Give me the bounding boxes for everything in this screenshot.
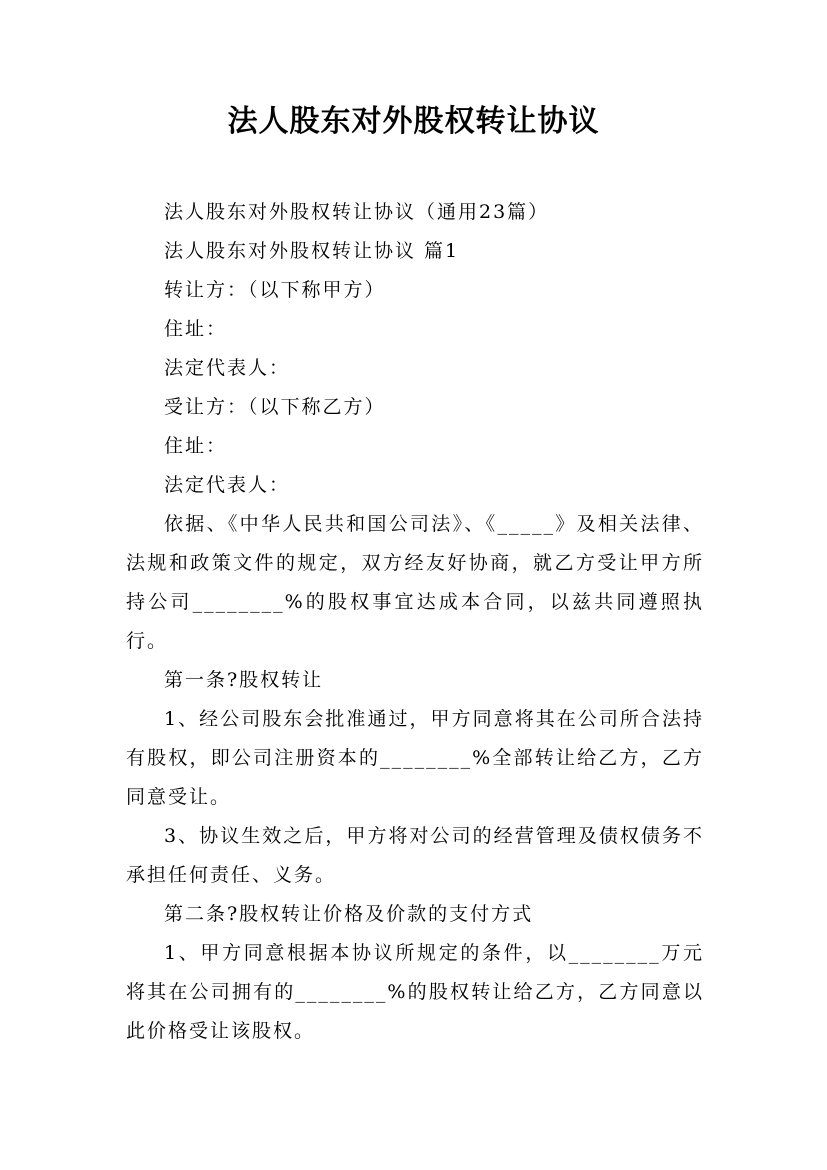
document-body bbox=[126, 193, 704, 1051]
paragraph-article-1-clause-1: 1、经公司股东会批准通过，甲方同意将其在公司所合法持有股权，即公司注册资本的________%全部转让给乙方，乙方同意受让。 bbox=[126, 708, 704, 808]
paragraph-transferee-address: 住址： bbox=[164, 435, 228, 457]
paragraph-subtitle: 法人股东对外股权转让协议（通用23篇） bbox=[164, 201, 550, 223]
paragraph-article-2-clause-1: 1、甲方同意根据本协议所规定的条件，以________万元将其在公司拥有的________%的股权转让给乙方，乙方同意以此价格受让该股权。 bbox=[126, 942, 704, 1042]
paragraph-transferee-representative: 法定代表人： bbox=[164, 474, 291, 496]
paragraph-article-1-heading: 第一条?股权转让 bbox=[164, 669, 324, 691]
paragraph-transferor-address: 住址： bbox=[164, 318, 228, 340]
paragraph-transferor: 转让方：（以下称甲方） bbox=[164, 279, 386, 301]
paragraph-section-heading: 法人股东对外股权转让协议 篇1 bbox=[164, 240, 460, 262]
paragraph-transferee: 受让方：（以下称乙方） bbox=[164, 396, 386, 418]
paragraph-article-2-heading: 第二条?股权转让价格及价款的支付方式 bbox=[164, 903, 534, 925]
document-title: 法人股东对外股权转让协议 bbox=[227, 104, 600, 139]
paragraph-article-1-clause-3: 3、协议生效之后，甲方将对公司的经营管理及债权债务不承担任何责任、义务。 bbox=[126, 825, 704, 886]
paragraph-transferor-representative: 法定代表人： bbox=[164, 357, 291, 379]
paragraph-preamble: 依据、《中华人民共和国公司法》、《_____》及相关法律、法规和政策文件的规定，双方经友好协商，就乙方受让甲方所持公司________%的股权事宜达成本合同，以兹共同遵照执行。 bbox=[126, 513, 704, 652]
